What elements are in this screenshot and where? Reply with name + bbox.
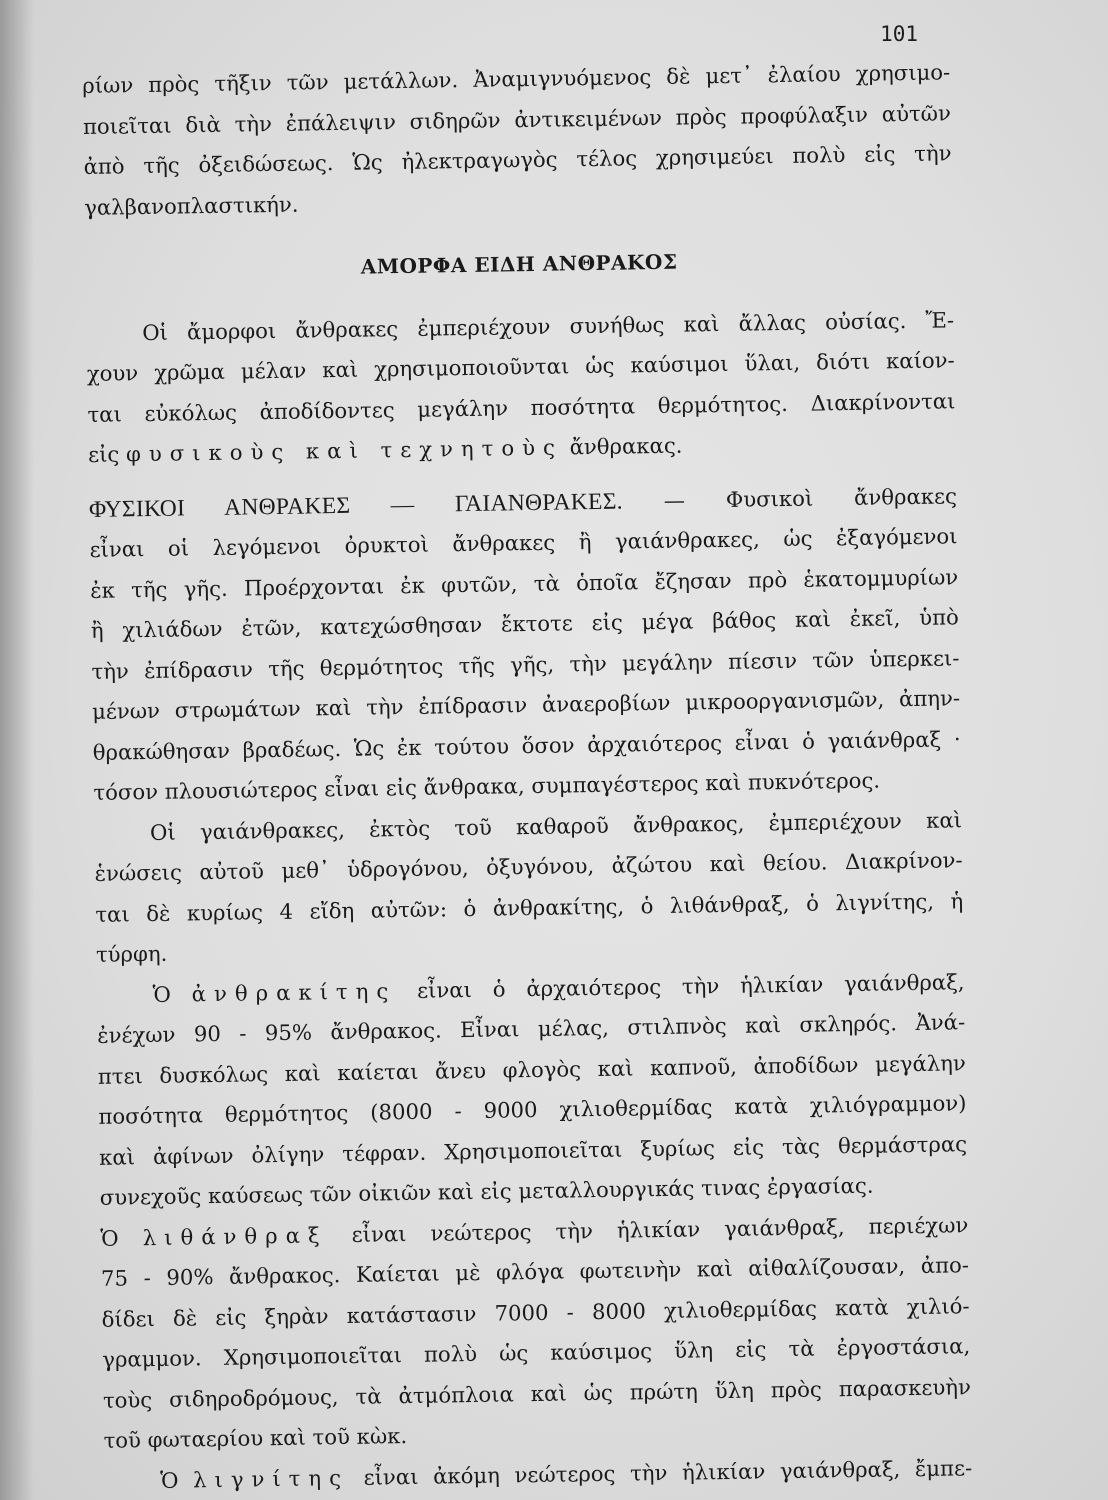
spaced-term: λιγνίτης [192,1464,350,1492]
text-line: ἀπὸ τῆς ὀξειδώσεως. Ὡς ἠλεκτραγωγὸς τέλος χρησιμεύει πολὺ εἰς τὴν [83,140,952,179]
text-line: τόσον πλουσιώτερος εἶναι εἰς ἄνθρακα, συμπαγέστερος καὶ πυκνότερος. [93,767,881,805]
anthracite-paragraph [96,962,968,1219]
text-line: ται δὲ κυρίως 4 εἴδη αὐτῶν: ὁ ἀνθρακίτης, ὁ λιθάνθραξ, ὁ λιγνίτης, ἡ [95,887,964,927]
text-line: ται εὐκόλως ἀποδίδοντες μεγάλην ποσότητα θερμότητος. Διακρίνονται [87,387,956,427]
text-line: γραμμον. Χρησιμοποιεῖται πολὺ ὡς καύσιμος ὕλη εἰς τὰ ἐργοστάσια, [102,1333,971,1372]
amorphous-paragraph [86,300,956,476]
text-line: ἢ χιλιάδων ἐτῶν, κατεχώσθησαν ἔκτοτε εἰς μέγα βάθος καὶ ἐκεῖ, ὑπὸ [90,604,959,643]
text-run: Ὁ [100,1224,143,1251]
text-line: ποσότητα θερμότητος (8000 - 9000 χιλιοθερμίδας κατὰ χιλιόγραμμον) [98,1090,967,1129]
text-line: ἐκ τῆς γῆς. Προέρχονται ἐκ φυτῶν, τὰ ὁποῖα ἔζησαν πρὸ ἑκατομμυρίων [90,563,959,603]
page-number: 101 [880,22,918,46]
text-line: Οἱ γαιάνθρακες, ἐκτὸς τοῦ καθαροῦ ἄνθρακος, ἐμπεριέχουν καὶ [149,806,963,845]
text-line: εἶναι οἱ λεγόμενοι ὀρυκτοὶ ἄνθρακες ἢ γαιάνθρακες, ὡς ἐξαγόμενοι [89,523,958,562]
text-line: ποιεῖται διὰ τὴν ἐπάλειψιν σιδηρῶν ἀντικειμένων πρὸς προφύλαξιν αὐτῶν [82,99,952,139]
spaced-term: φυσικοὺς καὶ τεχνητοὺς [125,434,564,467]
spaced-term: ἀνθρακίτης [191,977,397,1006]
spaced-term: λιθάνθραξ [142,1221,328,1250]
text-run: Ὁ [160,1466,194,1493]
text-line: συνεχοῦς καύσεως τῶν οἰκιῶν καὶ εἰς μεταλλουργικάς τινας ἐργασίας. [99,1172,874,1210]
text-body [82,52,972,1500]
text-line: Οἱ ἄμορφοι ἄνθρακες ἐμπεριέχουν συνήθως καὶ ἄλλας οὐσίας. Ἔ- [141,306,955,345]
text-run: εἰς [87,441,127,467]
text-line: καὶ ἀφίνων ὀλίγην τέφραν. Χρησιμοποιεῖται ξυρίως εἰς τὰς θερμάστρας [98,1130,968,1170]
text-line: γαλβανοπλαστικήν. [84,191,299,220]
section-title: ΦΥΣΙΚΟΙ ΑΝΘΡΑΚΕΣ — ΓΑΙΑΝΘΡΑΚΕΣ. [88,488,624,523]
intro-paragraph [82,52,952,228]
text-line: 75 - 90% ἄνθρακος. Καίεται μὲ φλόγα φωτεινὴν καὶ αἰθαλίζουσαν, ἀπο- [100,1252,970,1291]
text-line: τοῦ φωταερίου καὶ τοῦ κὼκ. [103,1423,408,1453]
section-heading: ΑΜΟΡΦΑ ΕΙΔΗ ΑΝΘΡΑΚΟΣ [360,249,678,279]
text-run: εἶναι νεώτερος τὴν ἡλικίαν γαιάνθραξ, περιέχων [327,1211,969,1247]
lithanthrax-paragraph [100,1205,972,1462]
text-line: τὴν ἐπίδρασιν τῆς θερμότητος τῆς γῆς, τὴν μεγάλην πίεσιν τῶν ὑπερκει- [91,644,960,684]
text-run: εἶναι ὁ ἀρχαιότερος τὴν ἡλικίαν γαιάνθραξ, [395,968,965,1003]
natural-coals-paragraph [89,476,962,814]
text-line: χουν χρῶμα μέλαν καὶ χρησιμοποιοῦνται ὡς καύσιμοι ὕλαι, διότι καίον- [86,347,955,386]
text-line: τοὺς σιδηροδρόμους, τὰ ἀτμόπλοια καὶ ὡς πρώτη ὕλη πρὸς παρασκευὴν [102,1373,972,1413]
coal-types-paragraph [94,800,964,976]
text-line: ρίων πρὸς τῆξιν τῶν μετάλλων. Ἀναμιγνυόμενος δὲ μετ᾽ ἐλαίου χρησιμο- [82,59,951,98]
text-line: δίδει δὲ εἰς ξηρὰν κατάστασιν 7000 - 8000 χιλιοθερμίδας κατὰ χιλιό- [101,1292,970,1332]
text-run: Ὁ [152,980,192,1007]
text-line: ἐνέχων 90 - 95% ἄνθρακος. Εἶναι μέλας, στιλπνὸς καὶ σκληρός. Ἀνά- [97,1009,966,1048]
text-run: εἶναι ἀκόμη νεώτερος τὴν ἡλικίαν γαιάνθραξ, ἔμπε- [348,1454,973,1490]
text-run: ἄνθρακας. [562,432,683,460]
text-line: πτει δυσκόλως καὶ καίεται ἄνευ φλογὸς καὶ καπνοῦ, ἀποδίδων μεγάλην [97,1049,966,1089]
text-line: ἑνώσεις αὐτοῦ μεθ᾽ ὑδρογόνου, ὀξυγόνου, ἀζώτου καὶ θείου. Διακρίνον- [94,847,963,886]
text-line: θρακώθησαν βραδέως. Ὡς ἐκ τούτου ὅσον ἀρχαιότερος εἶναι ὁ γαιάνθραξ · [92,725,961,765]
text-line: μένων στρωμάτων καὶ τὴν ἐπίδρασιν ἀναεροβίων μικροοργανισμῶν, ἀπην- [91,685,961,724]
text-run: — Φυσικοὶ ἄνθρακες [622,482,958,514]
binding-shadow [0,0,34,1500]
text-line: τύρφη. [95,940,168,967]
